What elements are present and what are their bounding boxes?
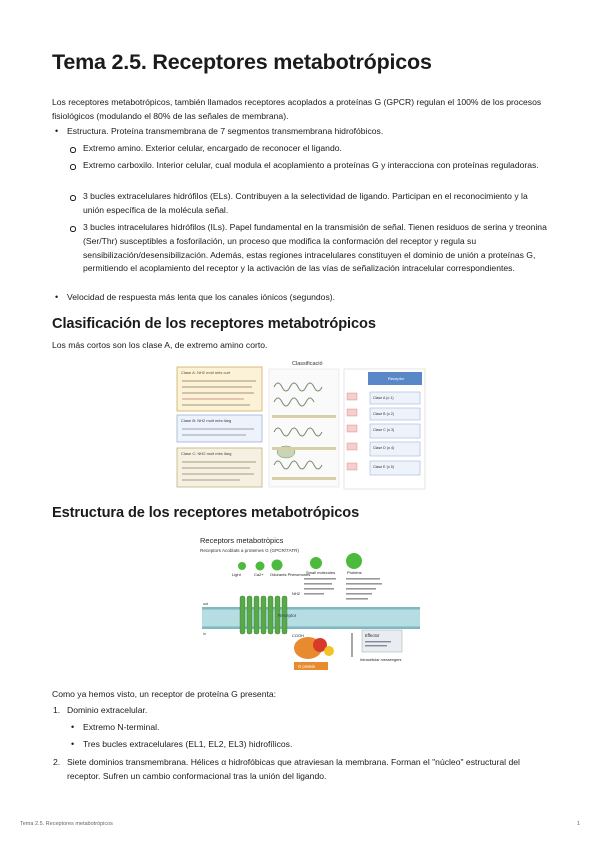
- numbered-sub-item: • Tres bucles extracelulares (EL1, EL2, EL3) hidrofílicos.: [52, 738, 548, 752]
- clasificacion-text: Los más cortos son los clase A, de extremo amino corto.: [52, 340, 268, 350]
- protein-ligand-icon: [346, 553, 362, 569]
- figure-caption: Classificació: [292, 361, 323, 367]
- label-ions: Ca2+: [254, 572, 264, 577]
- ion-ligand-icon: [256, 562, 265, 571]
- footer-page-number: 1: [577, 821, 581, 827]
- receptor-sketches: [269, 369, 339, 487]
- label-in: in: [203, 632, 206, 636]
- class-a-label: Clase A: NH2 molt més curt: [181, 370, 231, 375]
- structure-figure-subtitle: Receptors Acoblats a proteïnes G (GPCR/7ATR): [200, 548, 299, 553]
- right-panel-title: Receptor: [388, 376, 405, 381]
- right-class-a: Clase A (o 1): [373, 396, 394, 400]
- numbered-sub-list-2: [52, 738, 548, 752]
- sub-bullet-list-4: [52, 221, 548, 276]
- sub-bullet-list-2: [52, 159, 548, 173]
- footer-left: Tema 2.5. Receptores metabotrópicos: [20, 821, 113, 827]
- label-proteins: Proteins: [347, 570, 362, 575]
- item-text: Siete dominios transmembrana. Hélices α hidrofóbicas que atraviesan la membrana. Forman el "núcleo" estructural del receptor. Sufren un cambio conformacional tras la unión del ligando.: [67, 757, 520, 781]
- bullet-estructura: • Estructura. Proteína transmembrana de 7 segmentos transmembrana hidrofóbicos.: [52, 125, 548, 139]
- classification-figure: [174, 357, 427, 491]
- numbered-item-1: [52, 704, 548, 718]
- label-cooh: COOH: [292, 633, 304, 638]
- small-molecule-icon: [310, 557, 322, 569]
- right-class-c: Clase C (o 3): [373, 428, 395, 432]
- main-bullet-list-2: [52, 291, 548, 305]
- label-effector: Effector: [365, 633, 380, 638]
- structure-diagram: [174, 533, 426, 675]
- odorant-ligand-icon: [272, 560, 283, 571]
- class-c-label: Clase C: NH2 molt més llarg: [181, 451, 232, 456]
- classification-diagram: [174, 357, 427, 491]
- section-heading-estructura: Estructura de los receptores metabotrópicos: [52, 505, 360, 521]
- numbered-list-2: [52, 756, 548, 784]
- label-out: out: [203, 602, 208, 606]
- item-text: Dominio extracelular.: [67, 705, 148, 715]
- sub-bullet-list-3: [52, 190, 548, 218]
- numbered-item-2: [52, 756, 548, 784]
- sub-bullet-item: 3 bucles extracelulares hidrófilos (ELs). Contribuyen a la selectividad de ligando. Participan en el reconocimiento y la unión específica de la molécula señal.: [52, 190, 548, 218]
- label-small-molecules: Small molecules: [306, 570, 336, 575]
- label-nh2: NH2: [292, 591, 301, 596]
- g-protein-gamma: [324, 646, 334, 656]
- numbered-sub-item: • Extremo N-terminal.: [52, 721, 548, 735]
- label-messengers: Intracellular messengers: [360, 658, 402, 662]
- item-number: 2.: [53, 757, 61, 767]
- label-g-protein: G protein: [298, 664, 316, 669]
- intro-paragraph: Los receptores metabotrópicos, también llamados receptores acoplados a proteínas G (GPCR) regulan el 100% de los procesos fisiológicos (modulando el 80% de las señales de membrana).: [52, 97, 542, 121]
- structure-figure-title: Receptors metabotròpics: [200, 536, 284, 545]
- sub-bullet-item: 3 bucles intracelulares hidrófilos (ILs). Papel fundamental en la transmisión de señal. Tienen residuos de serina y treonina (Ser/Thr) susceptibles a fosforilación, un proceso que modifica la conformación del receptor y regula su sensibilización/desensibilización. Además, estas regiones intracelulares constituyen el dominio de unión a proteínas G, permitiendo el acoplamiento del receptor y la activación de las vías de señalización intracelular correspondientes.: [52, 221, 548, 276]
- page-title: Tema 2.5. Receptores metabotrópicos: [52, 50, 432, 74]
- label-receptor: Receptor: [278, 613, 297, 618]
- bullet-velocidad: • Velocidad de respuesta más lenta que los canales iónicos (segundos).: [52, 291, 548, 305]
- section-heading-clasificacion: Clasificación de los receptores metabotrópicos: [52, 316, 376, 332]
- numbered-sub-list: [52, 721, 548, 735]
- right-class-e: Clase E (o 5): [373, 465, 394, 469]
- sub-bullet-item: Extremo carboxilo. Interior celular, cual modula el acoplamiento a proteínas G y interacciona con proteínas reguladoras.: [52, 159, 548, 173]
- right-class-b: Clase B (o 2): [373, 412, 394, 416]
- sub-bullet-list: [52, 142, 548, 156]
- label-light: Light: [232, 572, 241, 577]
- structure-figure: [174, 533, 426, 675]
- class-b-label: Clase B: NH2 molt més llarg: [181, 418, 232, 423]
- sub-bullet-item: Extremo amino. Exterior celular, encargado de reconocer el ligando.: [52, 142, 548, 156]
- light-ligand-icon: [238, 562, 246, 570]
- label-odorants: Odorants Pheromones: [270, 572, 311, 577]
- numbered-list: [52, 704, 548, 718]
- membrane: [202, 607, 420, 629]
- right-class-d: Clase D (o 4): [373, 446, 395, 450]
- gpcr-intro-text: Como ya hemos visto, un receptor de proteína G presenta:: [52, 689, 277, 699]
- main-bullet-list: [52, 125, 548, 139]
- item-number: 1.: [53, 705, 61, 715]
